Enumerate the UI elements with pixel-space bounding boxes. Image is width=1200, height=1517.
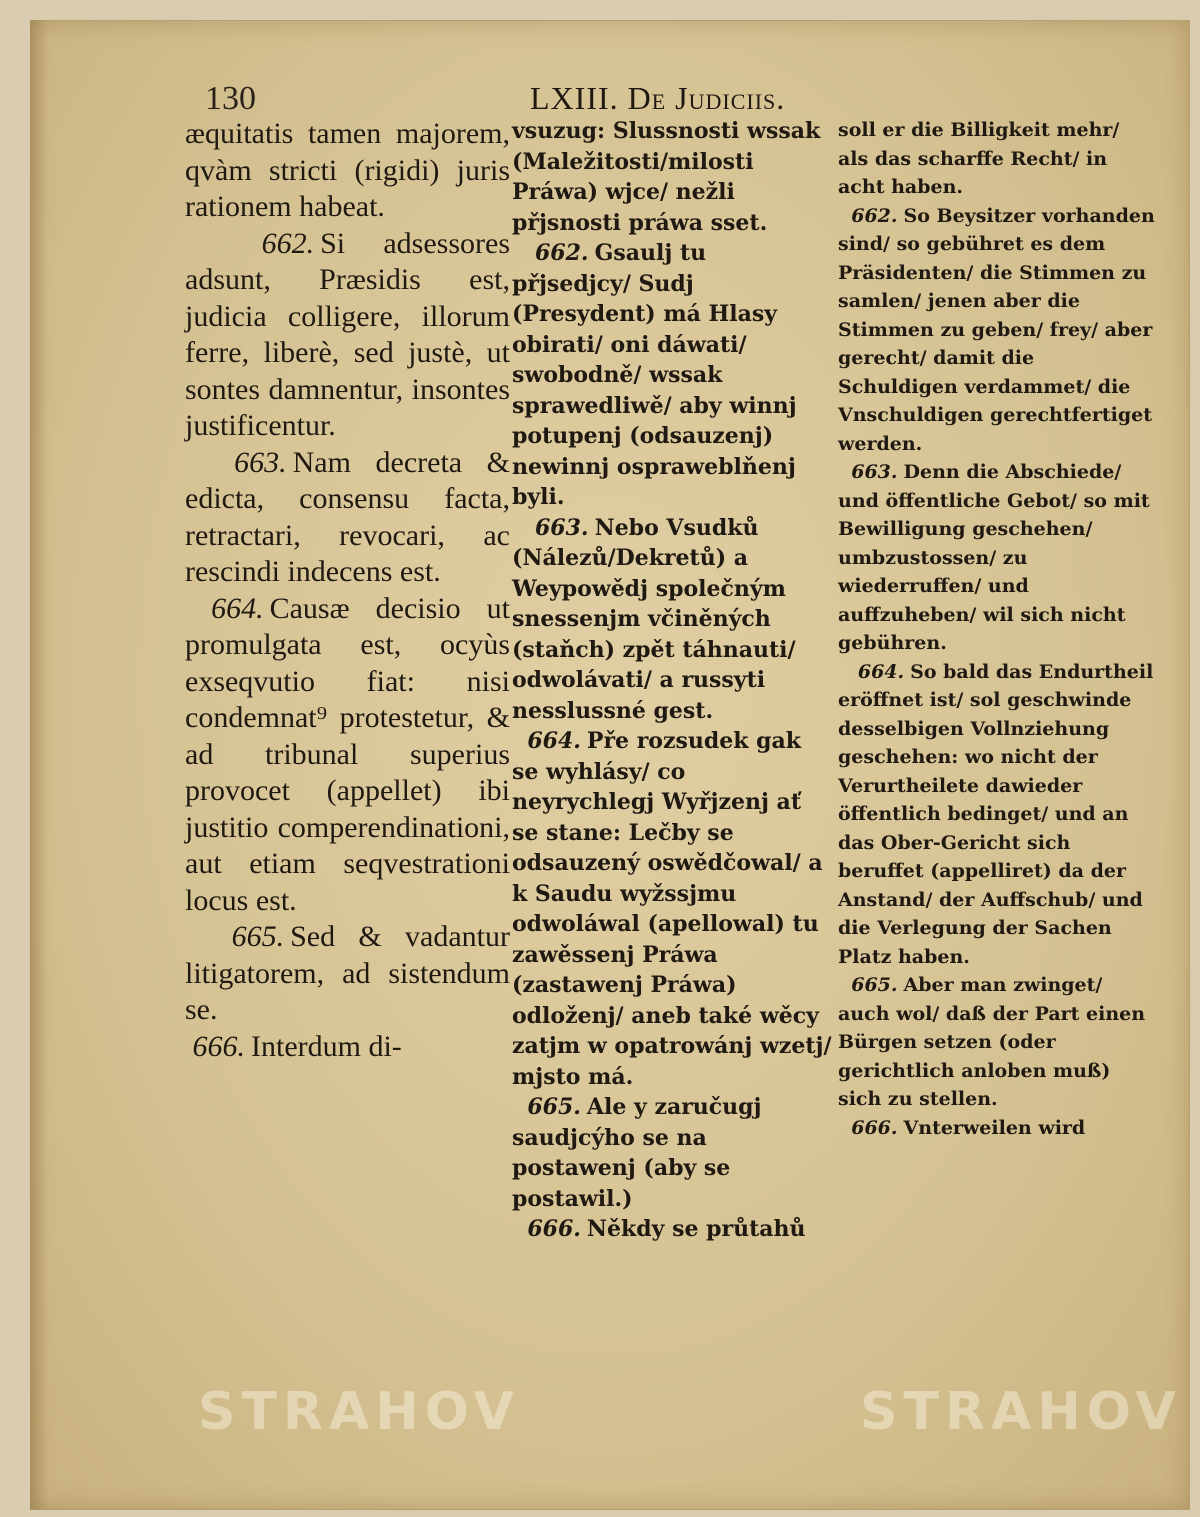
latin-paragraph (185, 445, 510, 591)
paragraph-number: 666. (851, 1116, 898, 1139)
paragraph-text: So bald das Endurtheil eröffnet ist/ sol geschwinde desselbigen Vollnziehung geschehen: wo nicht der Verurtheilete dawieder öffentlich bedinget/ und an das Ober-Gericht sich beruffet (appelliret) da der Anstand/ der Auffschub/ und die Verlegung der Sachen Platz haben. (838, 660, 1154, 968)
paragraph-text: Gsaulj tu přjsedjcy/ Sudj (Presydent) má Hlasy obirati/ oni dáwati/ swobodně/ wssak sprawedliwě/ aby winnj potupenj (odsauzenj) newinnj ospraweblňenj byli. (512, 240, 797, 510)
page-number: 130 (205, 80, 256, 117)
paragraph-number: 664. (211, 591, 264, 625)
latin-paragraph (185, 116, 510, 226)
paragraph-text: Aber man zwinget/ auch wol/ daß der Part einen Bürgen setzen (oder gerichtlich anloben muß) sich zu stellen. (838, 974, 1146, 1110)
paragraph-text: So Beysitzer vorhanden sind/ so gebühret es dem Präsidenten/ die Stimmen zu samlen/ jenen aber die Stimmen zu geben/ frey/ aber gerecht/ damit die Schuldigen verdammet/ die Vnschuldigen gerechtfertiget werden. (838, 204, 1155, 455)
czech-paragraph (512, 1092, 832, 1214)
paragraph-text: Pře rozsudek gak se wyhlásy/ co neyrychlegj Wyřjzenj ať se stane: Lečby se odsauzený oswědčowal/ a k Saudu wyžssjmu odwoláwal (apellowal) tu zawěssenj Práwa (zastawenj Práwa) odloženj/ aneb také wěcy zatjm w opatrowánj wzetj/ mjsto má. (512, 728, 832, 1090)
paragraph-text: soll er die Billigkeit mehr/ als das scharffe Recht/ in acht haben. (838, 119, 1120, 198)
running-head: LXIII. De Judiciis. (530, 80, 786, 116)
latin-paragraph (185, 591, 510, 920)
paragraph-number: 666. (527, 1216, 581, 1242)
latin-column (185, 116, 510, 1065)
paragraph-text: Vnterweilen wird (903, 1116, 1086, 1139)
paragraph-text: Nebo Vsudků (Nálezů/Dekretů) a Weypowědj společným snessenjm včiněných (staňch) zpět táhnauti/ odwolávati/ a russyti nesslussné gest. (512, 514, 796, 724)
paragraph-text: vsuzug: Slussnosti wssak (Maležitosti/milosti Práwa) wjce/ nežli přjsnosti práwa sset. (512, 118, 821, 236)
paragraph-number: 664. (527, 728, 581, 754)
paragraph-number: 662. (261, 226, 315, 260)
german-column (838, 116, 1156, 1142)
paragraph-number: 662. (534, 240, 589, 266)
paragraph-text: æquitatis tamen majorem, qvàm stricti (rigidi) juris rationem habeat. (185, 117, 510, 223)
latin-paragraph (185, 226, 510, 445)
german-paragraph (838, 458, 1156, 658)
paragraph-number: 664. (857, 660, 905, 683)
latin-paragraph (185, 1029, 510, 1066)
watermark-left: STRAHOV (198, 1382, 520, 1442)
paragraph-number: 663. (534, 514, 589, 541)
paragraph-number: 666. (192, 1029, 245, 1063)
latin-paragraph (185, 919, 510, 1029)
watermark-right: STRAHOV (860, 1382, 1182, 1442)
paragraph-text: Causæ decisio ut promulgata est, ocyùs exseqvutio fiat: nisi condemnat⁹ protestetur, & ad tribunal superius provocet (appellet) ibi justitio comperendinationi, aut etiam seqvestrationi locus est. (185, 591, 510, 917)
german-paragraph (838, 116, 1156, 202)
paragraph-text: Někdy se průtahů (586, 1216, 806, 1242)
paragraph-text: Nam decreta & edicta, consensu facta, retractari, revocari, ac rescindi indecens est. (185, 445, 510, 588)
paragraph-number: 665. (231, 920, 285, 953)
czech-column (512, 116, 832, 1245)
paragraph-text: Ale y zaručugj saudjcýho se na postawenj (aby se postawil.) (512, 1094, 762, 1212)
paragraph-number: 665. (527, 1094, 581, 1120)
czech-paragraph (512, 1214, 832, 1245)
paragraph-number: 663. (234, 445, 287, 479)
paragraph-text: Interdum di- (251, 1029, 402, 1063)
paragraph-text: Sed & vadantur litigatorem, ad sistendum se. (185, 920, 511, 1026)
german-paragraph (838, 971, 1156, 1114)
paragraph-number: 665. (851, 974, 898, 996)
paragraph-text: Denn die Abschiede/ und öffentliche Gebot/ so mit Bewilligung geschehen/ umbzustossen/ zu wiederruffen/ und auffzuheben/ wil sich nicht gebühren. (838, 461, 1150, 654)
czech-paragraph (512, 116, 832, 238)
paragraph-number: 662. (851, 204, 898, 227)
czech-paragraph (512, 238, 832, 513)
paragraph-text: Si adsessores adsunt, Præsidis est, judicia colligere, illorum ferre, liberè, sed justè, ut sontes damnentur, insontes justificentur. (185, 226, 510, 442)
german-paragraph (838, 1114, 1156, 1143)
paragraph-number: 663. (851, 461, 898, 483)
czech-paragraph (512, 726, 832, 1092)
german-paragraph (838, 202, 1156, 459)
czech-paragraph (512, 513, 832, 727)
german-paragraph (838, 658, 1156, 972)
